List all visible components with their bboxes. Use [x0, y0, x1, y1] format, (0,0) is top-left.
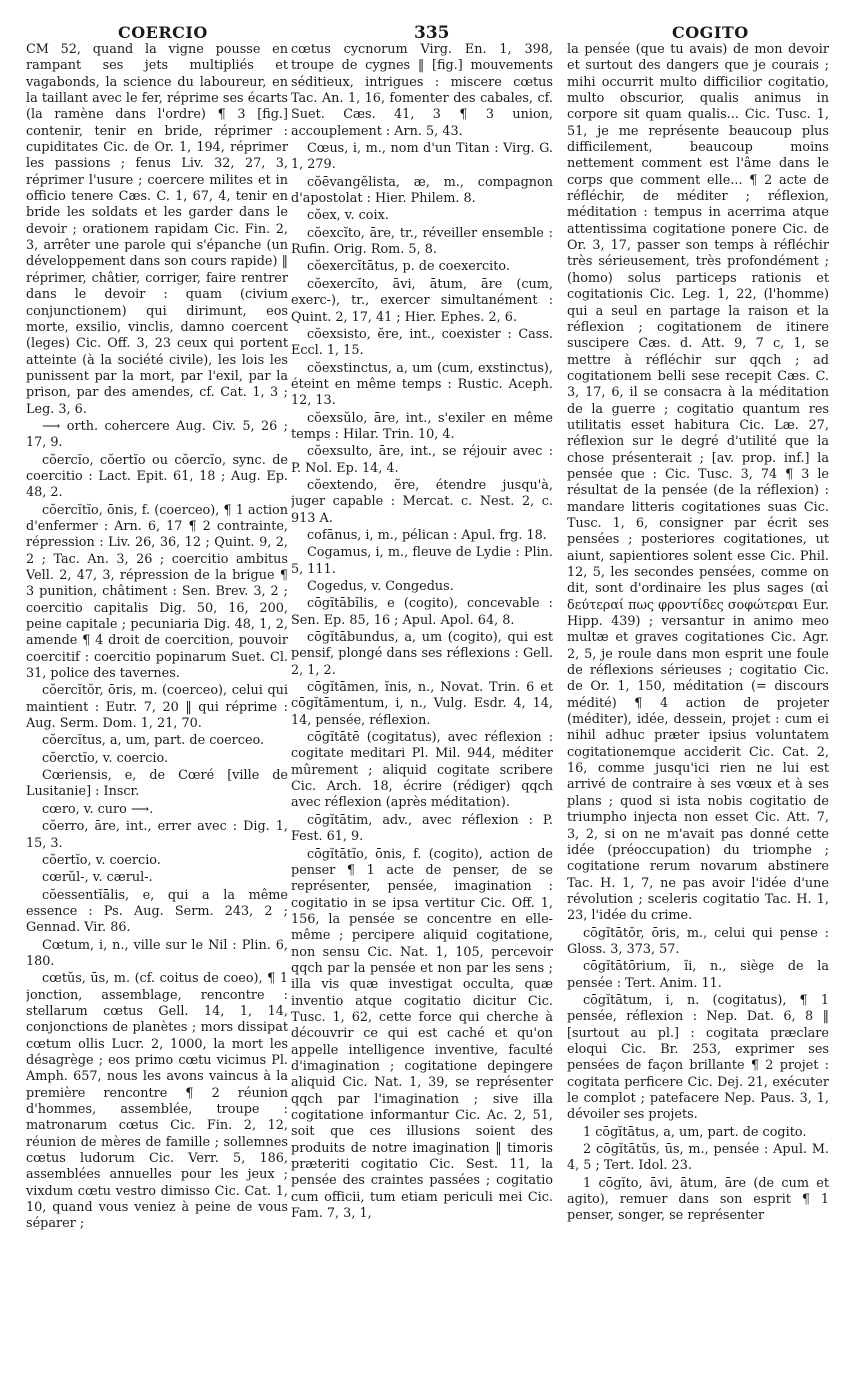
dictionary-entry: cŏexcĭto, āre, tr., réveiller ensemble : Rufin. Orig. Rom. 5, 8. [291, 225, 553, 258]
dictionary-entry: Cœus, i, m., nom d'un Titan : Virg. G. 1, 279. [291, 141, 553, 173]
dictionary-entry: cœtus cycnorum Virg. En. 1, 398, troupe de cygnes ‖ [fig.] mouvements séditieux, intrigues : miscere cœtus Tac. An. 1, 16, fomenter des cabales, cf. Suet. Cæs. 41, 3 ¶ 3 union, accouplement : Arn. 5, 43. [291, 42, 553, 139]
right-guide-word: COGITO [672, 23, 749, 42]
left-guide-word: COERCIO [118, 23, 208, 42]
dictionary-entry: cŏexstinctus, a, um (cum, exstinctus), éteint en même temps : Rustic. Aceph. 12, 13. [291, 360, 553, 409]
column-left [26, 42, 288, 1372]
dictionary-entry: la pensée (que tu avais) de mon devoir et surtout des dangers que je courais ; mihi occurrit multo difficilior cogitatio, multo obscurior, qualis animus in corpore sit quam qualis... Cic. Tusc. 1, 51, je me représente beaucoup plus difficilement, beaucoup moins nettement comment est l'âme dans le corps que comment elle... ¶ 2 acte de réfléchir, de méditer ; réflexion, méditation : tempus in acerrima atque attentissima cogitatione ponere Cic. de Or. 3, 17, passer son temps à réfléchir très sérieusement, très profondément ; (homo) solus particeps rationis et cogitationis Cic. Leg. 1, 22, (l'homme) qui a seul en partage la raison et la réflexion ; cogitationem de itinere suscipere Cæs. d. Att. 9, 7 c, 1, se mettre à réfléchir sur qqch ; ad cogitationem belli sese recepit Cæs. C. 3, 17, 6, il se consacra à la méditation de la guerre ; cogitatio quantum res utilitatis esset habitura Cic. Læ. 27, réflexion sur le degré d'utilité que la chose présenterait ; [av. prop. inf.] la pensée que : Cic. Tusc. 3, 74 ¶ 3 le résultat de la pensée (de la réflexion) : mandare litteris cogitationes suas Cic. Tusc. 1, 6, consigner par écrit ses pensées ; posteriores cogitationes, ut aiunt, sapientiores solent esse Cic. Phil. 12, 5, les secondes pensées, comme on dit, sont d'ordinaire les plus sages (αἱ δεύτεραί πως φροντίδες σοφώτεραι Eur. Hipp. 439) ; versantur in animo meo multæ et graves cogitationes Cic. Agr. 2, 5, je roule dans mon esprit une foule de réflexions sérieuses ; cogitatio Cic. de Or. 1, 150, méditation (= discours médité) ¶ 4 action de projeter (méditer), idée, dessein, projet : cum ei nihil adhuc præter ipsius voluntatem cogitationemque acciderit Cic. Cat. 2, 16, comme jusqu'ici rien ne lui est arrivé de contraire à ses vœux et à ses plans ; quod si ista nobis cogitatio de triumpho injecta non esset Cic. Att. 7, 3, 2, si on ne m'avait pas donné cette idée (préoccupation) du triomphe ; cogitatione rerum novarum abstinere Tac. H. 1, 7, ne pas avoir l'idée d'une révolution ; sceleris cogitatio Tac. H. 1, 23, l'idée du crime. [567, 42, 829, 924]
dictionary-entry: cŏexercĭto, āvi, ātum, āre (cum, exerc-), tr., exercer simultanément : Quint. 2, 17, 41 ; Hier. Ephes. 2, 6. [291, 276, 553, 325]
dictionary-entry: 1 cōgĭto, āvi, ātum, āre (de cum et agito), remuer dans son esprit ¶ 1 penser, songer, se représenter [567, 1175, 829, 1224]
dictionary-entry: cōgĭtātōrium, ĭi, n., siège de la pensée : Tert. Anim. 11. [567, 959, 829, 991]
dictionary-entry: cŏexsŭlo, āre, int., s'exiler en même temps : Hilar. Trin. 10, 4. [291, 410, 553, 442]
dictionary-entry: Cogamus, i, m., fleuve de Lydie : Plin. 5, 111. [291, 545, 553, 577]
dictionary-entry: cŏēvangĕlista, æ, m., compagnon d'apostolat : Hier. Philem. 8. [291, 174, 553, 207]
dictionary-entry: cofānus, i, m., pélican : Apul. frg. 18. [307, 527, 547, 543]
dictionary-entry: 1 cōgĭtātus, a, um, part. de cogito. [583, 1124, 807, 1140]
dictionary-entry: cōgĭtātŏr, ōris, m., celui qui pense : Gloss. 3, 373, 57. [567, 925, 829, 957]
dictionary-entry: cŏertĭo, v. coercio. [42, 852, 161, 868]
dictionary-entry: cŏextendo, ĕre, étendre jusqu'à, juger capable : Mercat. c. Nest. 2, c. 913 A. [291, 477, 553, 526]
dictionary-entry: cōgĭtātĭo, ōnis, f. (cogito), action de penser ¶ 1 acte de penser, de se représenter, pensée, imagination : cogitatio in se ipsa vertitur Cic. Off. 1, 156, la pensée se concentre en elle-même ; percipere aliquid cogitatione, non sensu Cic. Nat. 1, 105, percevoir qqch par la pensée et non par les sens ; illa vis quæ investigat occulta, quæ inventio atque cogitatio dicitur Cic. Tusc. 1, 62, cette force qui cherche à découvrir ce qui est caché et qu'on appelle intelligence inventive, faculté d'imagination ; cogitatione depingere aliquid Cic. Nat. 1, 39, se représenter qqch par l'imagination ; sive illa cogitatione informantur Cic. Ac. 2, 51, soit que ces illusions soient des produits de notre imagination ‖ timoris præteriti cogitatio Cic. Sest. 11, la pensée des craintes passées ; cogitatio cum officii, tum etiam periculi mei Cic. Fam. 7, 3, 1, [291, 846, 553, 1222]
dictionary-entry: ⟶ orth. cohercere Aug. Civ. 5, 26 ; 17, 9. [26, 418, 288, 451]
dictionary-entry: cŏercĭtus, a, um, part. de coerceo. [42, 733, 265, 749]
dictionary-entry: cœtŭs, ūs, m. (cf. coitus de coeo), ¶ 1 jonction, assemblage, rencontre : stellarum cœtus Gell. 14, 1, 14, conjonctions de planètes ; mors dissipat cœtum ollis Lucr. 2, 1000, la mort les désagrège ; eos primo cœtu vicimus Pl. Amph. 657, nous les avons vaincus à la première rencontre ¶ 2 réunion d'hommes, assemblée, troupe : matronarum cœtus Cic. Fin. 2, 12, réunion de mères de famille ; sollemnes cœtus ludorum Cic. Verr. 5, 186, assemblées annuelles pour les jeux ; vixdum cœtu vestro dimisso Cic. Cat. 1, 10, quand vous veniez à peine de vous séparer ; [26, 971, 288, 1232]
dictionary-entry: cōgĭtābĭlis, e (cogito), concevable : Sen. Ep. 85, 16 ; Apul. Apol. 64, 8. [291, 596, 553, 628]
dictionary-entry: cŏexsulto, āre, int., se réjouir avec : P. Nol. Ep. 14, 4. [291, 444, 553, 476]
dictionary-entry: cŏexsisto, ĕre, int., coexister : Cass. Eccl. 1, 15. [291, 326, 553, 359]
dictionary-entry: cŏexercĭtātus, p. de coexercito. [307, 259, 510, 275]
dictionary-entry: cŏerctĭo, v. coercio. [42, 750, 169, 766]
dictionary-entry: cŏex, v. coix. [307, 208, 389, 224]
dictionary-entry: Cœriensis, e, de Cœré [ville de Lusitanie] : Inscr. [26, 768, 288, 800]
dictionary-entry: cōgĭtābundus, a, um (cogito), qui est pensif, plongé dans ses réflexions : Gell. 2, 1, 2. [291, 630, 553, 678]
dictionary-entry: cōgĭtātim, adv., avec réflexion : P. Fest. 61, 9. [291, 812, 553, 845]
dictionary-entry: cœro, v. curo ⟶. [42, 801, 154, 817]
dictionary-entry: cŏercĭo, cŏertĭo ou cŏercĭo, sync. de coercitio : Lact. Epit. 61, 18 ; Aug. Ep. 48, 2. [26, 452, 288, 501]
dictionary-entry: CM 52, quand la vigne pousse en rampant ses jets multipliés et vagabonds, la science du laboureur, en la taillant avec le fer, réprime ses écarts (la ramène dans l'ordre) ¶ 3 [fig.] contenir, tenir en bride, réprimer : cupiditates Cic. de Or. 1, 194, réprimer les passions ; fenus Liv. 32, 27, 3, réprimer l'usure ; coercere milites et in officio tenere Cæs. C. 1, 67, 4, tenir en bride les soldats et les garder dans le devoir ; orationem rapidam Cic. Fin. 2, 3, arrêter une parole qui s'épanche (un développement dans son cours rapide) ‖ réprimer, châtier, corriger, faire rentrer dans le devoir : quam (civium conjunctionem) qui dirimunt, eos morte, exsilio, vinclis, damno coercent (leges) Cic. Off. 3, 23 ceux qui portent atteinte (à la société civile), les lois les punissent par la mort, par l'exil, par la prison, par des amendes, cf. Cat. 1, 3 ; Leg. 3, 6. [26, 42, 288, 417]
dictionary-entry: cŏessentĭālis, e, qui a la même essence : Ps. Aug. Serm. 243, 2 ; Gennad. Vir. 86. [26, 887, 288, 936]
dictionary-entry: Cœtum, i, n., ville sur le Nil : Plin. 6, 180. [26, 937, 288, 969]
dictionary-entry: cŏercĭtĭo, ōnis, f. (coerceo), ¶ 1 action d'enfermer : Arn. 6, 17 ¶ 2 contrainte, répression : Liv. 26, 36, 12 ; Quint. 9, 2, 2 ; Tac. An. 3, 26 ; coercitio ambitus Vell. 2, 47, 3, répression de la brigue ¶ 3 punition, châtiment : Sen. Brev. 3, 2 ; coercitio capitalis Dig. 50, 16, 200, peine capitale ; pecuniaria Dig. 48, 1, 2, amende ¶ 4 droit de coercition, pouvoir coercitif : coercitio popinarum Suet. Cl. 31, police des tavernes. [26, 502, 288, 682]
dictionary-entry: Cogedus, v. Congedus. [307, 579, 454, 594]
dictionary-entry: cŏerro, āre, int., errer avec : Dig. 1, 15, 3. [26, 819, 288, 851]
dictionary-entry: cōgĭtāmen, ĭnis, n., Novat. Trin. 6 et cōgĭtāmentum, i, n., Vulg. Esdr. 4, 14, 14, pensée, réflexion. [291, 680, 553, 728]
page-number: 335 [414, 23, 450, 43]
column-right [567, 42, 829, 1372]
dictionary-entry: cœrŭl-, v. cærul-. [42, 870, 153, 886]
dictionary-entry: cōgĭtātum, i, n. (cogitatus), ¶ 1 pensée, réflexion : Nep. Dat. 6, 8 ‖ [surtout au pl.] : cogitata præclare eloqui Cic. Br. 253, exprimer ses pensées de façon brillante ¶ 2 projet : cogitata perficere Cic. Dej. 21, exécuter le complot ; patefacere Nep. Paus. 3, 1, dévoiler ses projets. [567, 992, 829, 1123]
column-middle [291, 42, 553, 1372]
dictionary-entry: cŏercĭtŏr, ōris, m. (coerceo), celui qui maintient : Eutr. 7, 20 ‖ qui réprime : Aug. Serm. Dom. 1, 21, 70. [26, 683, 288, 732]
dictionary-entry: 2 cōgĭtātŭs, ūs, m., pensée : Apul. M. 4, 5 ; Tert. Idol. 23. [567, 1142, 829, 1174]
dictionary-entry: cōgĭtātē (cogitatus), avec réflexion : cogitate meditari Pl. Mil. 944, méditer mûrement ; aliquid cogitate scribere Cic. Arch. 18, écrire (rédiger) qqch avec réflexion (après méditation). [291, 730, 553, 811]
